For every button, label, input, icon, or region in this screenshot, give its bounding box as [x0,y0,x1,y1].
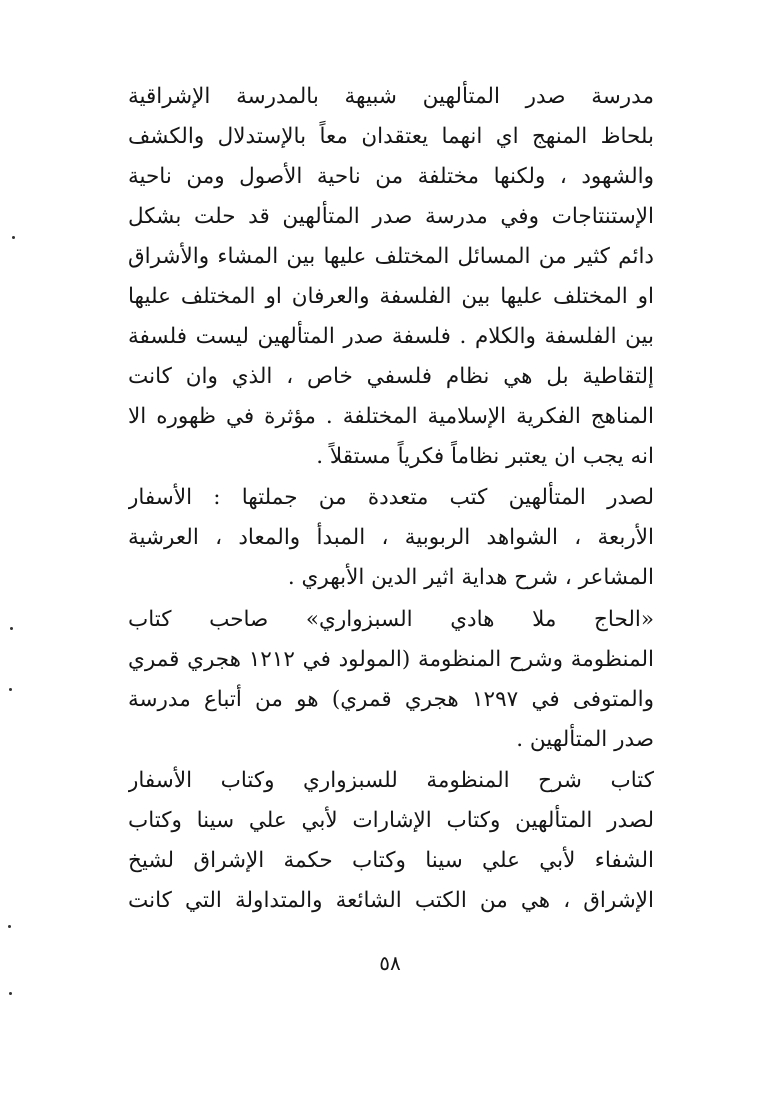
scan-speck [10,627,13,630]
text-line: المشاعر ، شرح هداية اثير الدين الأبهري . [287,565,654,590]
text-line: او المختلف عليها بين الفلسفة والعرفان او المختلف عليها [128,284,654,309]
text-line: والشهود ، ولكنها مختلفة من ناحية الأصول ومن ناحية [128,164,654,189]
text-line: الأربعة ، الشواهد الربوبية ، المبدأ والمعاد ، العرشية [128,525,654,550]
text-line: «الحاج ملا هادي السبزواري» صاحب كتاب [128,607,654,632]
scan-speck [9,992,12,995]
text-line: الإستنتاجات وفي مدرسة صدر المتألهين قد حلت بشكل [128,204,654,229]
paragraph-sadra-books [128,478,654,598]
scan-speck [8,925,11,928]
paragraph-mulla-sadra-school [128,77,654,477]
text-line: انه يجب ان يعتبر نظاماً فكرياً مستقلاً . [316,444,654,469]
text-line: المناهج الفكرية الإسلامية المختلفة . مؤثرة في ظهوره الا [128,404,654,429]
text-line: والمتوفى في ١٢٩٧ هجري قمري) هو من أتباع مدرسة [128,687,654,712]
text-line: بين الفلسفة والكلام . فلسفة صدر المتألهين ليست فلسفة [128,324,654,349]
scan-speck [9,688,12,691]
text-line: صدر المتألهين . [516,727,654,752]
scan-speck [12,236,15,239]
text-line: كتاب شرح المنظومة للسبزواري وكتاب الأسفار [128,768,654,793]
page-number: ٥٨ [379,951,401,975]
text-line: لصدر المتألهين كتب متعددة من جملتها : الأسفار [128,485,654,510]
text-line: بلحاظ المنهج اي انهما يعتقدان معاً بالإستدلال والكشف [128,124,654,149]
text-line: الإشراق ، هي من الكتب الشائعة والمتداولة التي كانت [128,888,654,913]
text-line: إلتقاطية بل هي نظام فلسفي خاص ، الذي وان كانت [128,364,654,389]
paragraph-sabzevari [128,600,654,760]
text-line: لصدر المتألهين وكتاب الإشارات لأبي علي سينا وكتاب [128,808,654,833]
text-line: مدرسة صدر المتألهين شبيهة بالمدرسة الإشراقية [128,84,654,109]
text-line: الشفاء لأبي علي سينا وكتاب حكمة الإشراق لشيخ [128,848,654,873]
text-line: دائم كثير من المسائل المختلف عليها بين المشاء والأشراق [128,244,654,269]
paragraph-common-books [128,761,654,921]
text-line: المنظومة وشرح المنظومة (المولود في ١٢١٢ هجري قمري [128,647,654,672]
